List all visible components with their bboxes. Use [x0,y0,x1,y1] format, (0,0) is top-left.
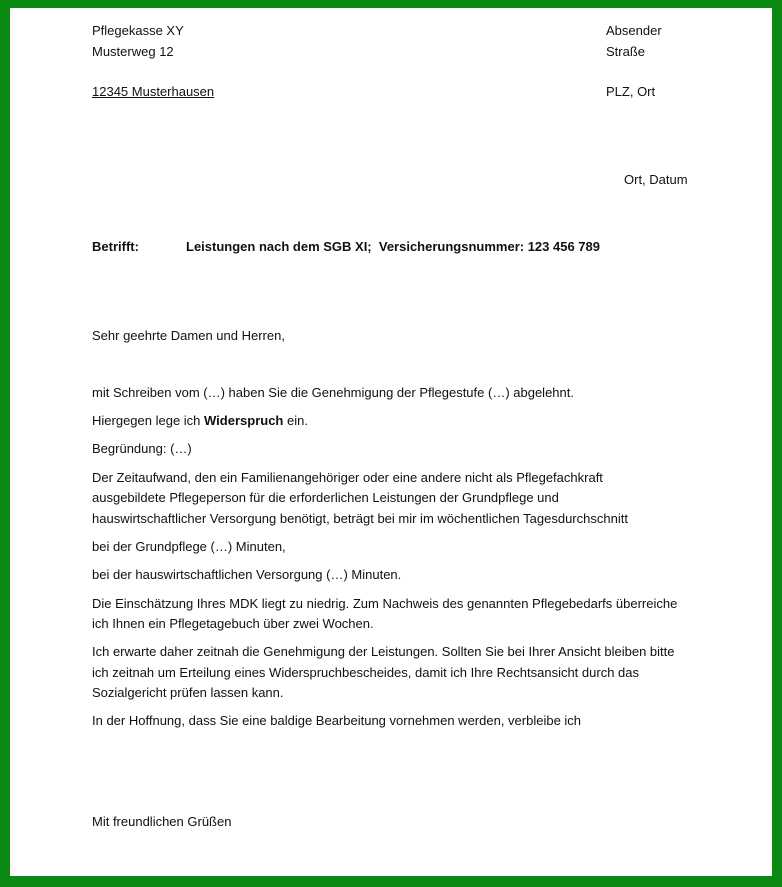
body-paragraph-2 [92,413,308,429]
sender-city: PLZ, Ort [606,84,656,99]
sender-street: Straße [606,44,646,59]
subject-label: Betrifft: [92,239,139,254]
body-paragraph-6: bei der hauswirtschaftlichen Versorgung (…) Minuten. [92,567,402,582]
p2-after: ein. [283,413,308,428]
body-paragraph-4-line-1: Der Zeitaufwand, den ein Familienangehöriger oder eine andere nicht als Pflegefachkraft [92,470,603,485]
body-paragraph-9: In der Hoffnung, dass Sie eine baldige Bearbeitung vornehmen werden, verbleibe ich [92,713,582,728]
closing: Mit freundlichen Grüßen [92,814,232,829]
body-paragraph-1: mit Schreiben vom (…) haben Sie die Genehmigung der Pflegestufe (…) abgelehnt. [92,385,574,400]
body-paragraph-4-line-2: ausgebildete Pflegeperson für die erforderlichen Leistungen der Grundpflege und [92,490,559,505]
p2-before: Hiergegen lege ich [92,413,205,428]
body-paragraph-8-line-3: Sozialgericht prüfen lassen kann. [92,685,284,700]
place-date: Ort, Datum [624,172,688,187]
subject-text: Leistungen nach dem SGB XI; Versicherungsnummer: 123 456 789 [186,239,600,254]
salutation: Sehr geehrte Damen und Herren, [92,328,285,343]
body-paragraph-8-line-1: Ich erwarte daher zeitnah die Genehmigung der Leistungen. Sollten Sie bei Ihrer Ansicht bleiben bitte [92,644,675,659]
body-paragraph-4-line-3: hauswirtschaftlicher Versorgung benötigt, beträgt bei mir im wöchentlichen Tagesdurchschnitt [92,511,628,526]
sender-name: Absender [606,23,662,38]
letter-page [10,8,772,876]
body-paragraph-7-line-1: Die Einschätzung Ihres MDK liegt zu niedrig. Zum Nachweis des genannten Pflegebedarfs überreiche [92,596,678,611]
recipient-street: Musterweg 12 [92,44,174,59]
body-paragraph-3: Begründung: (…) [92,441,192,456]
body-paragraph-5: bei der Grundpflege (…) Minuten, [92,539,286,554]
p2-bold: Widerspruch [204,413,284,428]
recipient-city: 12345 Musterhausen [92,84,215,99]
body-paragraph-7-line-2: ich Ihnen ein Pflegetagebuch über zwei Wochen. [92,616,374,631]
recipient-name: Pflegekasse XY [92,23,184,38]
body-paragraph-8-line-2: ich zeitnah um Erteilung eines Widerspruchbescheides, damit ich Ihre Rechtsansicht durch das [92,665,639,680]
